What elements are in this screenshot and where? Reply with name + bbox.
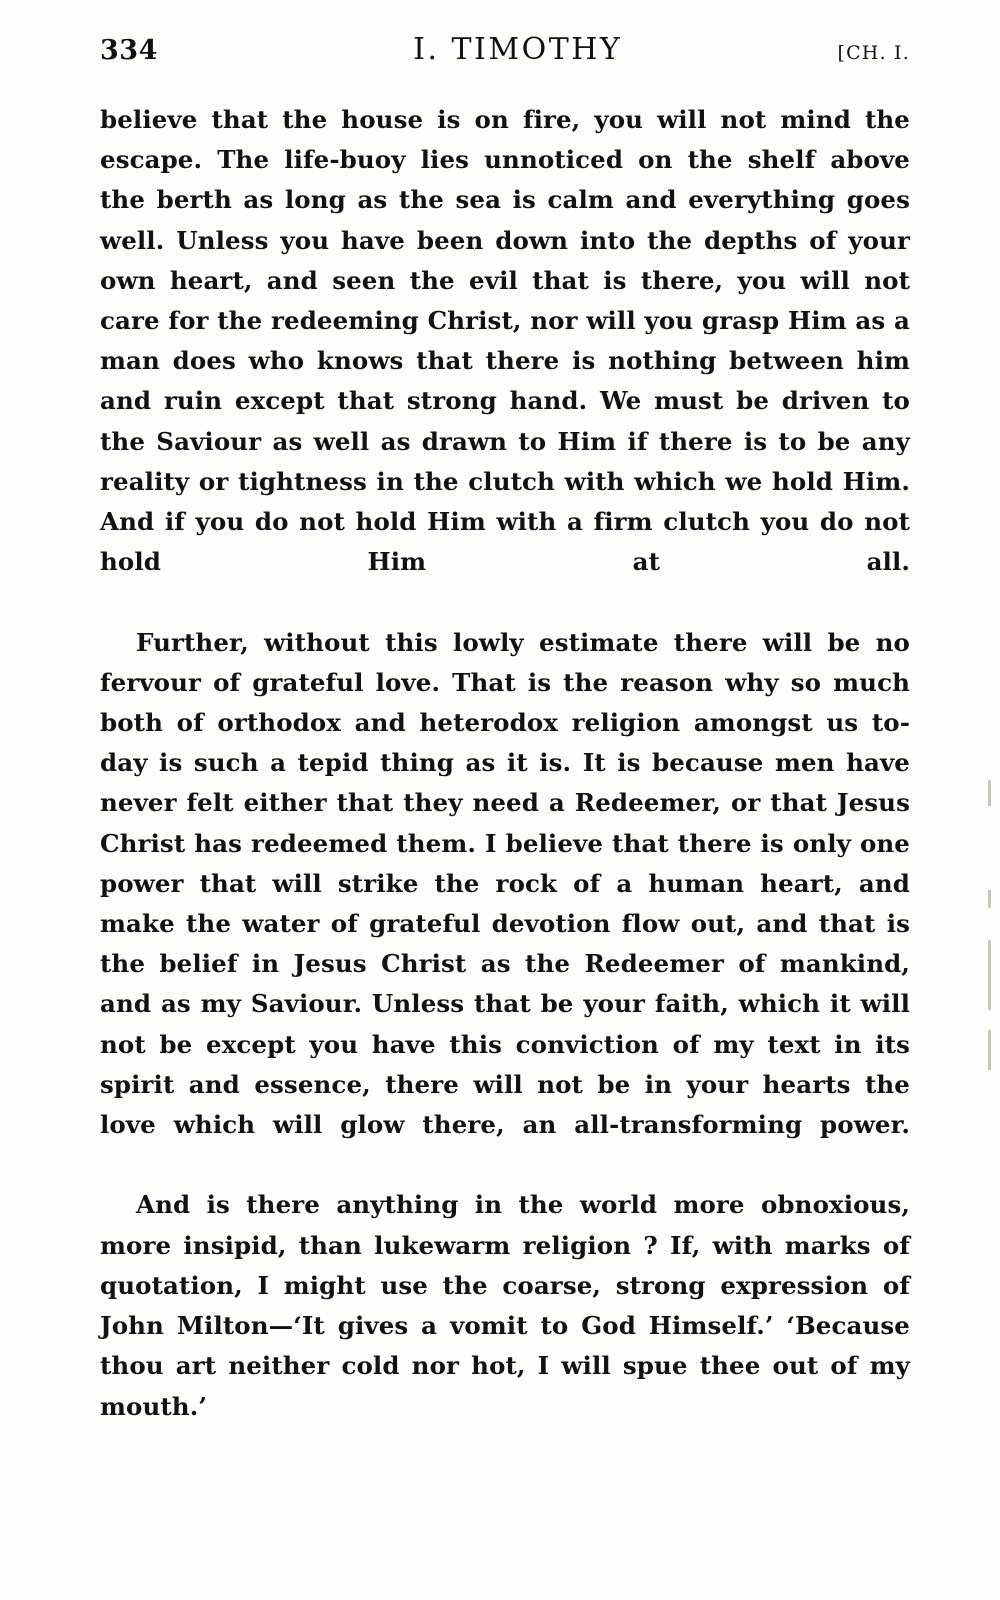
- body-text-column: [100, 100, 910, 1467]
- paragraph-3: And is there anything in the world more obnoxious, more insipid, than lukewarm religion ? If, with marks of quotation, I might use the coarse, strong expression of John Milton—‘It gives a vomit to God Himself.’ ‘Because thou art neither cold nor hot, I will spue thee out of my mouth.’: [100, 1190, 910, 1421]
- page-edge-marks: [986, 780, 994, 1200]
- running-title: I. TIMOTHY: [413, 32, 623, 67]
- paragraph-2: Further, without this lowly estimate there will be no fervour of grateful love. That is the reason why so much both of orthodox and heterodox religion amongst us to-day is such a tepid thing as it is. It is because men have never felt either that they need a Redeemer, or that Jesus Christ has redeemed them. I believe that there is only one power that will strike the rock of a human heart, and make the water of grateful devotion flow out, and that is the belief in Jesus Christ as the Redeemer of mankind, and as my Saviour. Unless that be your faith, which it will not be except you have this conviction of my text in its spirit and essence, there will not be in your hearts the love which will glow there, an all-transforming power.: [100, 627, 910, 1140]
- running-head: [100, 32, 910, 72]
- page-number: 334: [100, 35, 158, 66]
- chapter-reference: [CH. I.: [837, 42, 910, 64]
- paragraph-1: believe that the house is on fire, you will not mind the escape. The life-buoy lies unnoticed on the shelf above the berth as long as the sea is calm and everything goes well. Unless you have been down into the depths of your own heart, and seen the evil that is there, you will not care for the redeeming Christ, nor will you grasp Him as a man does who knows that there is nothing between him and ruin except that strong hand. We must be driven to the Saviour as well as drawn to Him if there is to be any reality or tightness in the clutch with which we hold Him. And if you do not hold Him with a firm clutch you do not hold Him at all.: [100, 105, 910, 577]
